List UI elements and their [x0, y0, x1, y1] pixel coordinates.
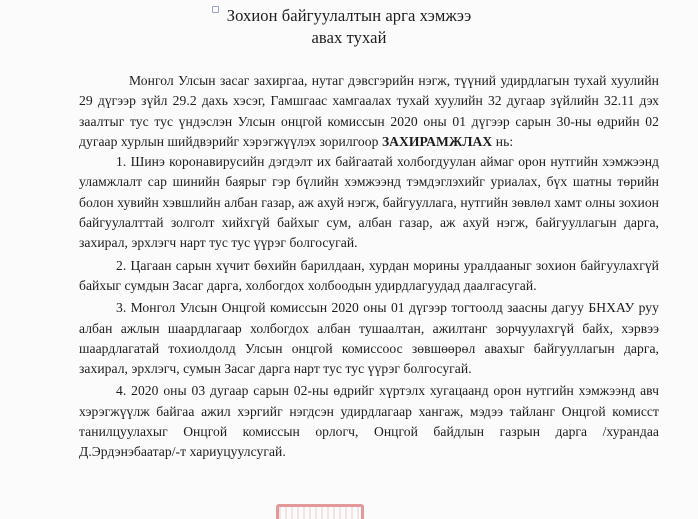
document-body — [79, 71, 659, 463]
decree-item-4: 4. 2020 оны 03 дугаар сарын 02-ны өдрийг хүртэлх хугацаанд орон нутгийн хэмжээнд авч хэрэгжүүлж байгаа ажил хэргийг нэгдсэн удирдлагаар хангаж, мэдээ тайланг Онцгой комисст танилцуулахыг Онцгой комиссын орлогч, Онцгой байдлын газрын дарга /хурандаа Д.Эрдэнэбаатар/-т хариуцуулсугай. — [79, 383, 659, 460]
red-stamp-icon — [276, 504, 364, 519]
document-title-line-1: Зохион байгуулалтын арга хэмжээ — [226, 6, 472, 25]
decree-item-1: 1. Шинэ коронавирусийн дэгдэлт их байгаатай холбогдуулан аймаг орон нутгийн хэмжээнд уламжлалт сар шинийн баярыг гэр бүлийн хэмжээнд тэмдэглэхийг уриалах, бүх шатны төрийн болон хувийн хэвшлийн албан газар, аж ахуй нэгж, байгууллага, нутгийн зөвлөл хамт олны зохион байгуулалттай золголт хийхгүй байхыг сум, албан газар, аж ахуй нэгж, байгууллагын дарга, захирал, эрхлэгч нарт тус тус үүрэг болгосугай. — [79, 154, 659, 251]
intro-paragraph — [79, 71, 659, 152]
decree-item-3: 3. Монгол Улсын Онцгой комиссын 2020 оны 01 дүгээр тогтоолд заасны дагуу БНХАУ руу албан ажлын шаардлагаар холбогдох албан тушаалтан, ажилтанг зорчуулахгүй байх, хэрвээ шаардлагатай тохиолдолд Улсын онцгой комиссоос зөвшөөрөл авахыг байгууллагын дарга, захирал, эрхлэгч, сумын Засаг дарга нарт тус тус үүрэг болгосугай. — [79, 300, 659, 377]
decree-keyword: ЗАХИРАМЖЛАХ — [381, 133, 493, 149]
intro-text: Монгол Улсын засаг захиргаа, нутаг дэвсгэрийн нэгж, түүний удирдлагын тухай хуулийн 29 дүгээр зүйл 29.2 дахь хэсэг, Гамшгаас хамгаалах тухай хуулийн 32 дугаар зүйлийн 32.11 дэх заалтыг тус тус үндэслэн Улсын онцгой комиссын 2020 оны 01 дүгээр сарын 30-ны өдрийн 02 дугаар хурлын шийдвэрийг хэрэгжүүлэх зорилгоор — [79, 73, 659, 149]
decree-item-2: 2. Цагаан сарын хүчит бөхийн барилдаан, хурдан морины уралдааныг зохион байгуулахгүй байхыг сумдын Засаг дарга, холбогдох холбоодын удирдлагуудад даалгасугай. — [79, 257, 659, 293]
intro-tail: нь: — [492, 133, 514, 149]
document-title-line-2: авах тухай — [311, 28, 387, 47]
